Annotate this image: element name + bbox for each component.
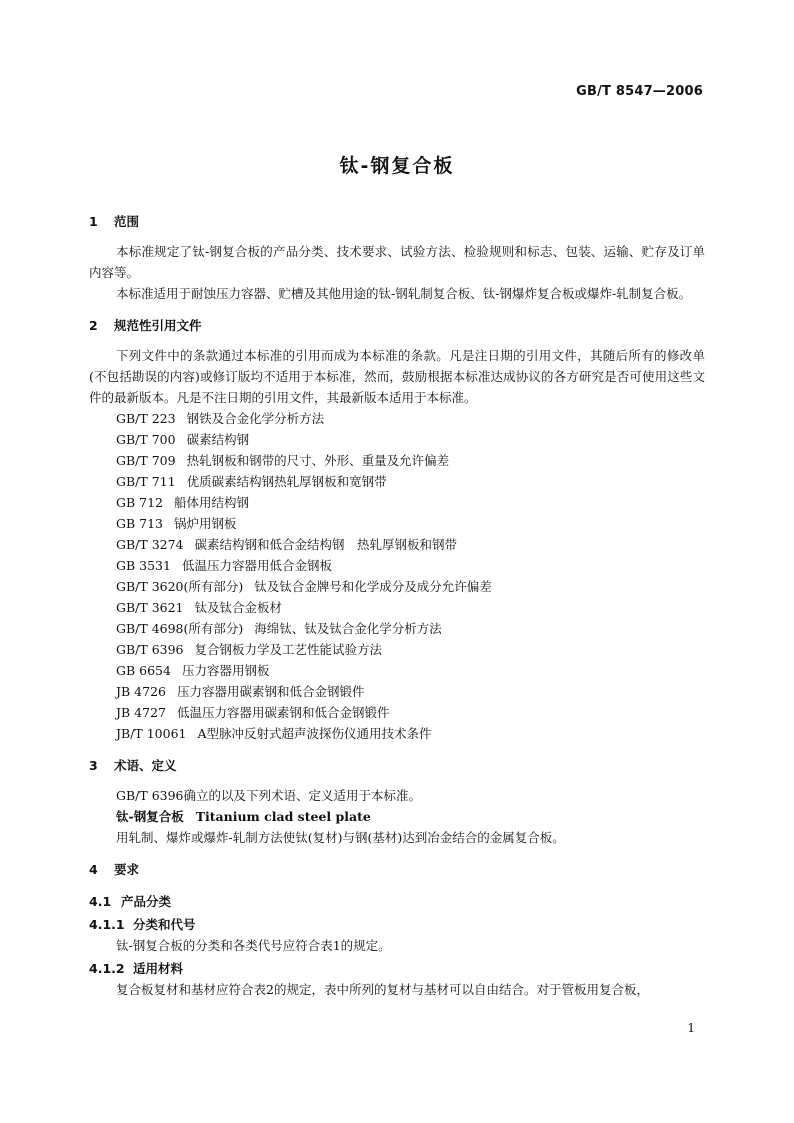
section-title: 要求 bbox=[114, 862, 140, 877]
reference-title: 钢铁及合金化学分析方法 bbox=[186, 411, 325, 426]
page-number: 1 bbox=[687, 1021, 695, 1035]
reference-item bbox=[89, 513, 705, 534]
reference-code: GB 712 bbox=[116, 495, 164, 510]
section-heading-1 bbox=[89, 212, 705, 232]
subsection-number: 4.1 bbox=[89, 894, 112, 909]
reference-title: 碳素结构钢 bbox=[186, 432, 250, 447]
reference-title: 压力容器用钢板 bbox=[181, 663, 270, 678]
standard-number: GB/T 8547—2006 bbox=[576, 84, 703, 99]
reference-code: GB/T 4698(所有部分) bbox=[116, 621, 244, 636]
section-heading-3 bbox=[89, 756, 705, 776]
reference-item bbox=[89, 660, 705, 681]
section-number: 2 bbox=[89, 318, 98, 333]
reference-title: 碳素结构钢和低合金结构钢 热轧厚钢板和钢带 bbox=[194, 537, 458, 552]
reference-code: JB/T 10061 bbox=[116, 726, 187, 741]
reference-code: GB/T 3274 bbox=[116, 537, 184, 552]
subsection-title: 产品分类 bbox=[121, 894, 172, 909]
subsection-heading-4-1-2 bbox=[89, 959, 705, 979]
document-body bbox=[89, 212, 705, 1000]
reference-title: 热轧钢板和钢带的尺寸、外形、重量及允许偏差 bbox=[186, 453, 450, 468]
reference-item bbox=[89, 492, 705, 513]
reference-title: A型脉冲反射式超声波探伤仪通用技术条件 bbox=[197, 726, 432, 741]
reference-item bbox=[89, 576, 705, 597]
reference-item bbox=[89, 555, 705, 576]
reference-item bbox=[89, 639, 705, 660]
subsection-heading-4-1-1 bbox=[89, 915, 705, 935]
section-heading-2 bbox=[89, 316, 705, 336]
reference-code: GB/T 6396 bbox=[116, 642, 184, 657]
reference-item bbox=[89, 702, 705, 723]
reference-code: JB 4727 bbox=[116, 705, 166, 720]
reference-title: 船体用结构钢 bbox=[174, 495, 250, 510]
reference-code: GB/T 700 bbox=[116, 432, 176, 447]
reference-item bbox=[89, 597, 705, 618]
reference-title: 复合钢板力学及工艺性能试验方法 bbox=[194, 642, 383, 657]
paragraph: 本标准规定了钛-钢复合板的产品分类、技术要求、试验方法、检验规则和标志、包装、运输、贮存及订单内容等。 bbox=[89, 244, 705, 280]
reference-title: 海绵钛、钛及钛合金化学分析方法 bbox=[254, 621, 442, 636]
paragraph: 本标准适用于耐蚀压力容器、贮槽及其他用途的钛-钢轧制复合板、钛-钢爆炸复合板或爆炸-轧制复合板。 bbox=[116, 286, 692, 301]
subsection-heading-4-1 bbox=[89, 892, 705, 912]
reference-code: GB/T 3621 bbox=[116, 600, 184, 615]
reference-title: 压力容器用碳素钢和低合金钢锻件 bbox=[176, 684, 365, 699]
paragraph: 下列文件中的条款通过本标准的引用而成为本标准的条款。凡是注日期的引用文件，其随后所有的修改单(不包括勘误的内容)或修订版均不适用于本标准，然而，鼓励根据本标准达成协议的各方研究是否可使用这些文件的最新版本。凡是不注日期的引用文件，其最新版本适用于本标准。 bbox=[89, 348, 705, 405]
document-title: 钛-钢复合板 bbox=[339, 155, 455, 177]
paragraph: GB/T 6396确立的以及下列术语、定义适用于本标准。 bbox=[116, 788, 422, 803]
section-title: 规范性引用文件 bbox=[114, 318, 202, 333]
reference-title: 低温压力容器用碳素钢和低合金钢锻件 bbox=[176, 705, 390, 720]
subsection-number: 4.1.1 bbox=[89, 917, 125, 932]
paragraph: 钛-钢复合板的分类和各类代号应符合表1的规定。 bbox=[116, 938, 391, 953]
subsection-number: 4.1.2 bbox=[89, 961, 125, 976]
reference-code: JB 4726 bbox=[116, 684, 166, 699]
section-title: 术语、定义 bbox=[114, 758, 177, 773]
reference-code: GB 6654 bbox=[116, 663, 171, 678]
reference-title: 低温压力容器用低合金钢板 bbox=[181, 558, 332, 573]
section-title: 范围 bbox=[114, 214, 140, 229]
section-number: 1 bbox=[89, 214, 98, 229]
reference-item bbox=[89, 681, 705, 702]
reference-title: 钛及钛合金板材 bbox=[194, 600, 283, 615]
reference-title: 优质碳素结构钢热轧厚钢板和宽钢带 bbox=[186, 474, 387, 489]
section-number: 4 bbox=[89, 862, 98, 877]
reference-item bbox=[89, 471, 705, 492]
term-entry bbox=[89, 806, 705, 827]
term-chinese: 钛-钢复合板 bbox=[116, 809, 184, 824]
reference-code: GB/T 223 bbox=[116, 411, 176, 426]
subsection-title: 分类和代号 bbox=[133, 917, 196, 932]
term-english: Titanium clad steel plate bbox=[195, 809, 371, 824]
reference-list bbox=[89, 408, 705, 744]
subsection-title: 适用材料 bbox=[133, 961, 184, 976]
reference-item bbox=[89, 429, 705, 450]
reference-code: GB/T 711 bbox=[116, 474, 176, 489]
reference-code: GB 713 bbox=[116, 516, 164, 531]
section-heading-4 bbox=[89, 860, 705, 880]
reference-item bbox=[89, 723, 705, 744]
reference-code: GB/T 3620(所有部分) bbox=[116, 579, 244, 594]
reference-title: 钛及钛合金牌号和化学成分及成分允许偏差 bbox=[254, 579, 492, 594]
reference-item bbox=[89, 534, 705, 555]
reference-item bbox=[89, 450, 705, 471]
reference-title: 锅炉用钢板 bbox=[174, 516, 237, 531]
paragraph: 复合板复材和基材应符合表2的规定，表中所列的复材与基材可以自由结合。对于管板用复合板， bbox=[116, 982, 649, 997]
reference-code: GB 3531 bbox=[116, 558, 171, 573]
reference-item bbox=[89, 618, 705, 639]
reference-code: GB/T 709 bbox=[116, 453, 176, 468]
term-definition: 用轧制、爆炸或爆炸-轧制方法使钛(复材)与钢(基材)达到冶金结合的金属复合板。 bbox=[116, 830, 565, 845]
reference-item bbox=[89, 408, 705, 429]
section-number: 3 bbox=[89, 758, 98, 773]
